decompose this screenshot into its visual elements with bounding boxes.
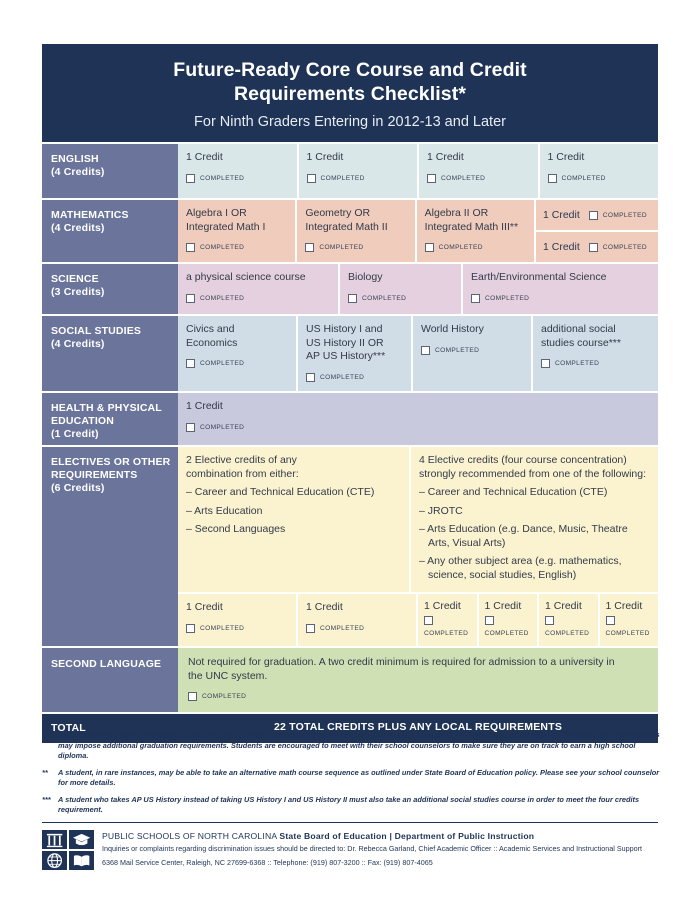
checkbox-icon[interactable]	[348, 294, 357, 303]
social-cell-4-line-1: additional social	[541, 323, 616, 335]
electives-credit-boxes	[178, 594, 658, 646]
checkbox-icon[interactable]	[471, 294, 480, 303]
footnote-2-mark: **	[42, 767, 48, 777]
social-cell-1	[178, 316, 296, 391]
row-label-science-text: SCIENCE	[51, 273, 99, 285]
english-cell-4	[540, 144, 659, 198]
row-label-health-pe	[42, 393, 178, 445]
list-item: – Career and Technical Education (CTE)	[419, 486, 608, 498]
electives-credit-box-2-title: 1 Credit	[306, 601, 343, 613]
science-cell-2-checkbox-row[interactable]	[348, 292, 453, 306]
checkbox-icon[interactable]	[188, 692, 197, 701]
checkbox-icon[interactable]	[606, 616, 615, 625]
math-stacked-credit-2-title: 1 Credit	[542, 241, 580, 253]
checkbox-icon[interactable]	[186, 359, 195, 368]
electives-credit-box-3-checkbox-row[interactable]	[424, 616, 471, 641]
page-title-line-1: Future-Ready Core Course and Credit	[173, 59, 527, 81]
electives-credit-box-2-completed-label: COMPLETED	[320, 624, 365, 632]
math-stacked-credit-1-completed-label: COMPLETED	[602, 211, 647, 219]
second-language-cell	[178, 648, 658, 712]
checkbox-icon[interactable]	[541, 359, 550, 368]
footer-org-name: PUBLIC SCHOOLS OF NORTH CAROLINA	[102, 831, 277, 841]
table-row-science	[42, 264, 658, 314]
electives-left-list	[186, 486, 401, 537]
science-cell-3-completed-label: COMPLETED	[485, 294, 530, 302]
electives-credit-box-5	[539, 594, 598, 646]
row-credits-mathematics: (4 Credits)	[51, 222, 105, 234]
footer-contact-line-1: Inquiries or complaints regarding discrimination issues should be directed to: Dr. Rebecca Garland, Chief Academic Officer :: Academic Services and Instructional Support	[102, 844, 642, 853]
electives-left-block	[178, 447, 409, 592]
row-label-social-studies-text: SOCIAL STUDIES	[51, 325, 142, 337]
english-cell-3-checkbox-row[interactable]	[427, 172, 530, 186]
footnote-1-mark: *	[42, 730, 45, 739]
footnote-1	[42, 730, 662, 762]
social-cell-4-completed-label: COMPLETED	[555, 360, 600, 367]
checkbox-icon[interactable]	[306, 373, 315, 382]
english-cell-1-checkbox-row[interactable]	[186, 172, 289, 186]
electives-left-heading-1: 2 Elective credits of any	[186, 454, 297, 466]
social-cell-2-line-1: US History I and	[306, 323, 383, 335]
footer-contact-line-2: 6368 Mail Service Center, Raleigh, NC 27699-6368 :: Telephone: (919) 807-3200 :: Fax: (919) 807-4065	[102, 858, 433, 867]
science-cell-2-completed-label: COMPLETED	[362, 294, 407, 302]
table-row-second-language	[42, 648, 658, 712]
electives-credit-box-2	[298, 594, 416, 646]
footnote-2-text: A student, in rare instances, may be able to take an alternative math course sequence as outlined under State Board of Education policy. Please see your school counselor for more details.	[58, 767, 660, 787]
electives-credit-box-4-checkbox-row[interactable]	[485, 616, 532, 641]
electives-credit-box-6-checkbox-row[interactable]	[606, 616, 653, 641]
list-item: – JROTC	[419, 504, 463, 517]
footer-org-divisions: State Board of Education | Department of Public Instruction	[279, 831, 535, 841]
social-cell-2-line-3: AP US History***	[306, 350, 386, 362]
science-cell-2	[340, 264, 461, 314]
math-cell-3-line-2: Integrated Math III**	[424, 220, 519, 233]
social-cell-3	[413, 316, 531, 391]
row-label-english	[42, 144, 178, 198]
row-label-electives-line-2: REQUIREMENTS	[51, 469, 138, 481]
electives-credit-box-3-title: 1 Credit	[424, 600, 461, 612]
science-cell-3-title: Earth/Environmental Science	[471, 271, 607, 283]
footnotes	[42, 730, 662, 822]
checkbox-icon[interactable]	[186, 294, 195, 303]
electives-credit-box-4	[479, 594, 538, 646]
social-cell-3-title: World History	[421, 323, 484, 335]
row-label-health-pe-line-1: HEALTH & PHYSICAL	[51, 402, 162, 414]
list-item: – Second Languages	[186, 523, 286, 535]
checkbox-icon[interactable]	[186, 243, 195, 252]
math-stacked-credits	[536, 200, 658, 262]
graduation-cap-glyph	[69, 830, 94, 849]
electives-credit-box-4-completed-label: COMPLETED	[484, 629, 529, 637]
page-title-line-2: Requirements Checklist*	[233, 83, 467, 105]
electives-credit-box-1-completed-label: COMPLETED	[200, 624, 245, 632]
social-cell-4-checkbox-row[interactable]	[541, 357, 650, 371]
row-label-electives-line-1: ELECTIVES OR OTHER	[51, 456, 171, 468]
list-item: – Any other subject area (e.g. mathematics, science, social studies, English)	[419, 555, 622, 581]
row-label-mathematics-text: MATHEMATICS	[51, 209, 129, 221]
checkbox-icon[interactable]	[485, 616, 494, 625]
checkbox-icon[interactable]	[545, 616, 554, 625]
english-cell-2-checkbox-row[interactable]	[307, 172, 410, 186]
health-cell-1-completed-label: COMPLETED	[200, 423, 245, 431]
health-cell-1	[178, 393, 658, 445]
electives-credit-box-1-checkbox-row[interactable]	[186, 622, 288, 636]
graduation-cap-icon	[69, 830, 94, 849]
social-cell-4	[533, 316, 658, 391]
math-cell-3-completed-label: COMPLETED	[438, 244, 483, 251]
page-footer	[42, 830, 662, 870]
checkbox-icon[interactable]	[589, 211, 598, 220]
page-subtitle: For Ninth Graders Entering in 2012-13 and Later	[194, 114, 506, 130]
english-cell-2-completed-label: COMPLETED	[320, 174, 365, 182]
english-cell-1-completed-label: COMPLETED	[200, 174, 245, 182]
row-credits-health-pe: (1 Credit)	[51, 428, 99, 440]
electives-credit-box-3-completed-label: COMPLETED	[424, 629, 469, 637]
row-label-social-studies	[42, 316, 178, 391]
checkbox-icon[interactable]	[306, 624, 315, 633]
science-cell-3-checkbox-row[interactable]	[471, 292, 650, 306]
english-cell-3-title: 1 Credit	[427, 151, 464, 163]
english-cell-1	[178, 144, 297, 198]
english-cell-2	[299, 144, 418, 198]
checkbox-icon[interactable]	[425, 243, 434, 252]
checkbox-icon[interactable]	[589, 243, 598, 252]
electives-right-block	[411, 447, 658, 592]
social-cell-1-checkbox-row[interactable]	[186, 357, 288, 371]
checkbox-icon[interactable]	[186, 174, 195, 183]
checkbox-icon[interactable]	[421, 346, 430, 355]
footnote-2	[42, 768, 662, 789]
row-label-electives	[42, 447, 178, 646]
checkbox-icon[interactable]	[548, 174, 557, 183]
science-cell-1-checkbox-row[interactable]	[186, 292, 330, 306]
row-label-mathematics	[42, 200, 178, 262]
checkbox-icon[interactable]	[307, 174, 316, 183]
english-cell-2-title: 1 Credit	[306, 151, 344, 163]
science-cell-1-title: a physical science course	[186, 271, 306, 283]
math-cell-3-line-1: Algebra II OR	[424, 207, 489, 219]
social-cell-2-checkbox-row[interactable]	[306, 371, 403, 385]
electives-credit-box-5-title: 1 Credit	[545, 600, 582, 612]
electives-right-list	[419, 486, 650, 582]
globe-icon	[42, 851, 67, 870]
row-credits-english: (4 Credits)	[51, 166, 105, 178]
row-label-second-language	[42, 648, 178, 712]
science-cell-1-completed-label: COMPLETED	[200, 294, 245, 302]
row-label-total: TOTAL	[42, 714, 178, 743]
requirements-table	[42, 144, 658, 745]
science-cell-3	[463, 264, 658, 314]
footer-divider	[42, 822, 658, 823]
math-cell-2-completed-label: COMPLETED	[319, 244, 364, 251]
page-header	[42, 44, 658, 142]
math-cell-1-line-2: Integrated Math I	[186, 220, 266, 233]
nc-public-schools-logo	[42, 830, 94, 870]
page-title	[42, 58, 658, 106]
science-cell-1	[178, 264, 338, 314]
math-stacked-credit-2-completed-label: COMPLETED	[602, 243, 647, 251]
math-stacked-credit-1[interactable]	[536, 200, 658, 230]
footer-org-line	[102, 831, 662, 841]
math-cell-1-checkbox-row[interactable]	[186, 241, 287, 255]
second-language-completed-label: COMPLETED	[202, 693, 247, 700]
table-row-health-pe	[42, 393, 658, 445]
electives-credit-box-6	[600, 594, 659, 646]
electives-credit-box-2-checkbox-row[interactable]	[306, 622, 408, 636]
row-label-second-language-text: SECOND LANGUAGE	[51, 658, 162, 670]
row-credits-electives: (6 Credits)	[51, 482, 105, 494]
checkbox-icon[interactable]	[305, 243, 314, 252]
social-cell-3-completed-label: COMPLETED	[435, 346, 480, 354]
english-cell-3	[419, 144, 538, 198]
math-cell-2	[297, 200, 414, 262]
health-cell-1-checkbox-row[interactable]	[186, 421, 650, 435]
open-book-icon	[69, 851, 94, 870]
row-label-science	[42, 264, 178, 314]
math-cell-1-completed-label: COMPLETED	[200, 244, 245, 251]
second-language-checkbox-row[interactable]	[188, 690, 648, 704]
social-cell-1-title: Civics and Economics	[186, 323, 238, 349]
second-language-text-line-2: the UNC system.	[188, 669, 268, 682]
electives-credit-box-5-checkbox-row[interactable]	[545, 616, 592, 641]
electives-right-heading-2: strongly recommended from one of the following:	[419, 467, 647, 480]
math-cell-2-line-1: Geometry OR	[305, 207, 371, 219]
table-row-electives	[42, 447, 658, 646]
list-item: – Arts Education (e.g. Dance, Music, Theatre Arts, Visual Arts)	[419, 523, 628, 549]
electives-credit-box-1-title: 1 Credit	[186, 601, 223, 613]
open-book-glyph	[69, 851, 94, 870]
electives-credit-box-5-completed-label: COMPLETED	[545, 629, 590, 637]
social-cell-2	[298, 316, 411, 391]
english-cell-1-title: 1 Credit	[186, 151, 223, 163]
math-cell-2-line-2: Integrated Math II	[305, 220, 388, 233]
footnote-3-mark: ***	[42, 794, 51, 804]
health-cell-1-title: 1 Credit	[186, 400, 223, 412]
electives-descriptions	[178, 447, 658, 592]
second-language-text-line-1: Not required for graduation. A two credit minimum is required for admission to a university in	[188, 656, 615, 668]
electives-credit-box-1	[178, 594, 296, 646]
english-cell-4-completed-label: COMPLETED	[561, 174, 606, 182]
social-cell-4-line-2: studies course***	[541, 336, 621, 349]
math-cell-1-line-1: Algebra I OR	[186, 207, 247, 219]
row-label-health-pe-line-2: EDUCATION	[51, 415, 114, 427]
table-row-english	[42, 144, 658, 198]
checkbox-icon[interactable]	[424, 616, 433, 625]
electives-credit-box-6-completed-label: COMPLETED	[605, 629, 650, 637]
electives-right-heading-1: 4 Elective credits (four course concentration)	[419, 454, 627, 466]
footnote-3-text: A student who takes AP US History instead of taking US History I and US History II must also take an additional social studies course in order to meet the four credits requirement.	[58, 794, 640, 814]
english-cell-3-completed-label: COMPLETED	[441, 174, 486, 182]
columns-building-icon	[42, 830, 67, 849]
footer-text-block	[94, 830, 662, 870]
columns-building-glyph	[42, 830, 67, 849]
checkbox-icon[interactable]	[427, 174, 436, 183]
math-stacked-credit-2[interactable]	[536, 232, 658, 262]
electives-credit-box-4-title: 1 Credit	[484, 600, 522, 612]
math-cell-3	[417, 200, 534, 262]
english-cell-4-title: 1 Credit	[547, 151, 585, 163]
english-cell-4-checkbox-row[interactable]	[548, 172, 651, 186]
math-cell-3-checkbox-row[interactable]	[425, 241, 526, 255]
electives-left-heading-2: combination from either:	[186, 467, 299, 480]
checkbox-icon[interactable]	[186, 423, 195, 432]
science-cell-2-title: Biology	[348, 271, 383, 283]
electives-credit-box-6-title: 1 Credit	[605, 600, 643, 612]
globe-glyph	[42, 851, 67, 870]
math-cell-1	[178, 200, 295, 262]
social-cell-1-completed-label: COMPLETED	[200, 360, 245, 367]
math-stacked-credit-1-title: 1 Credit	[542, 209, 580, 221]
footnote-3	[42, 795, 662, 816]
row-credits-social-studies: (4 Credits)	[51, 338, 105, 350]
list-item: – Career and Technical Education (CTE)	[186, 486, 375, 498]
table-row-social-studies	[42, 316, 658, 391]
footnote-1-text: State course and credit requirements may be one of several requirements students may need to meet in order to receive a high school diploma. Local districts and schools may impose additional graduation requirements. Students are encouraged to meet with their school counselors to make sure they are on track to earn a high school diploma.	[58, 730, 660, 760]
social-cell-2-completed-label: COMPLETED	[320, 373, 365, 381]
list-item: – Arts Education	[186, 504, 263, 517]
checkbox-icon[interactable]	[186, 624, 195, 633]
total-value: 22 TOTAL CREDITS PLUS ANY LOCAL REQUIREMENTS	[178, 714, 658, 743]
row-credits-science: (3 Credits)	[51, 286, 105, 298]
math-cell-2-checkbox-row[interactable]	[305, 241, 406, 255]
electives-credit-box-3	[418, 594, 477, 646]
social-cell-3-checkbox-row[interactable]	[421, 344, 523, 358]
row-label-english-text: ENGLISH	[51, 153, 99, 165]
table-row-mathematics	[42, 200, 658, 262]
social-cell-2-line-2: US History II OR	[306, 336, 384, 349]
